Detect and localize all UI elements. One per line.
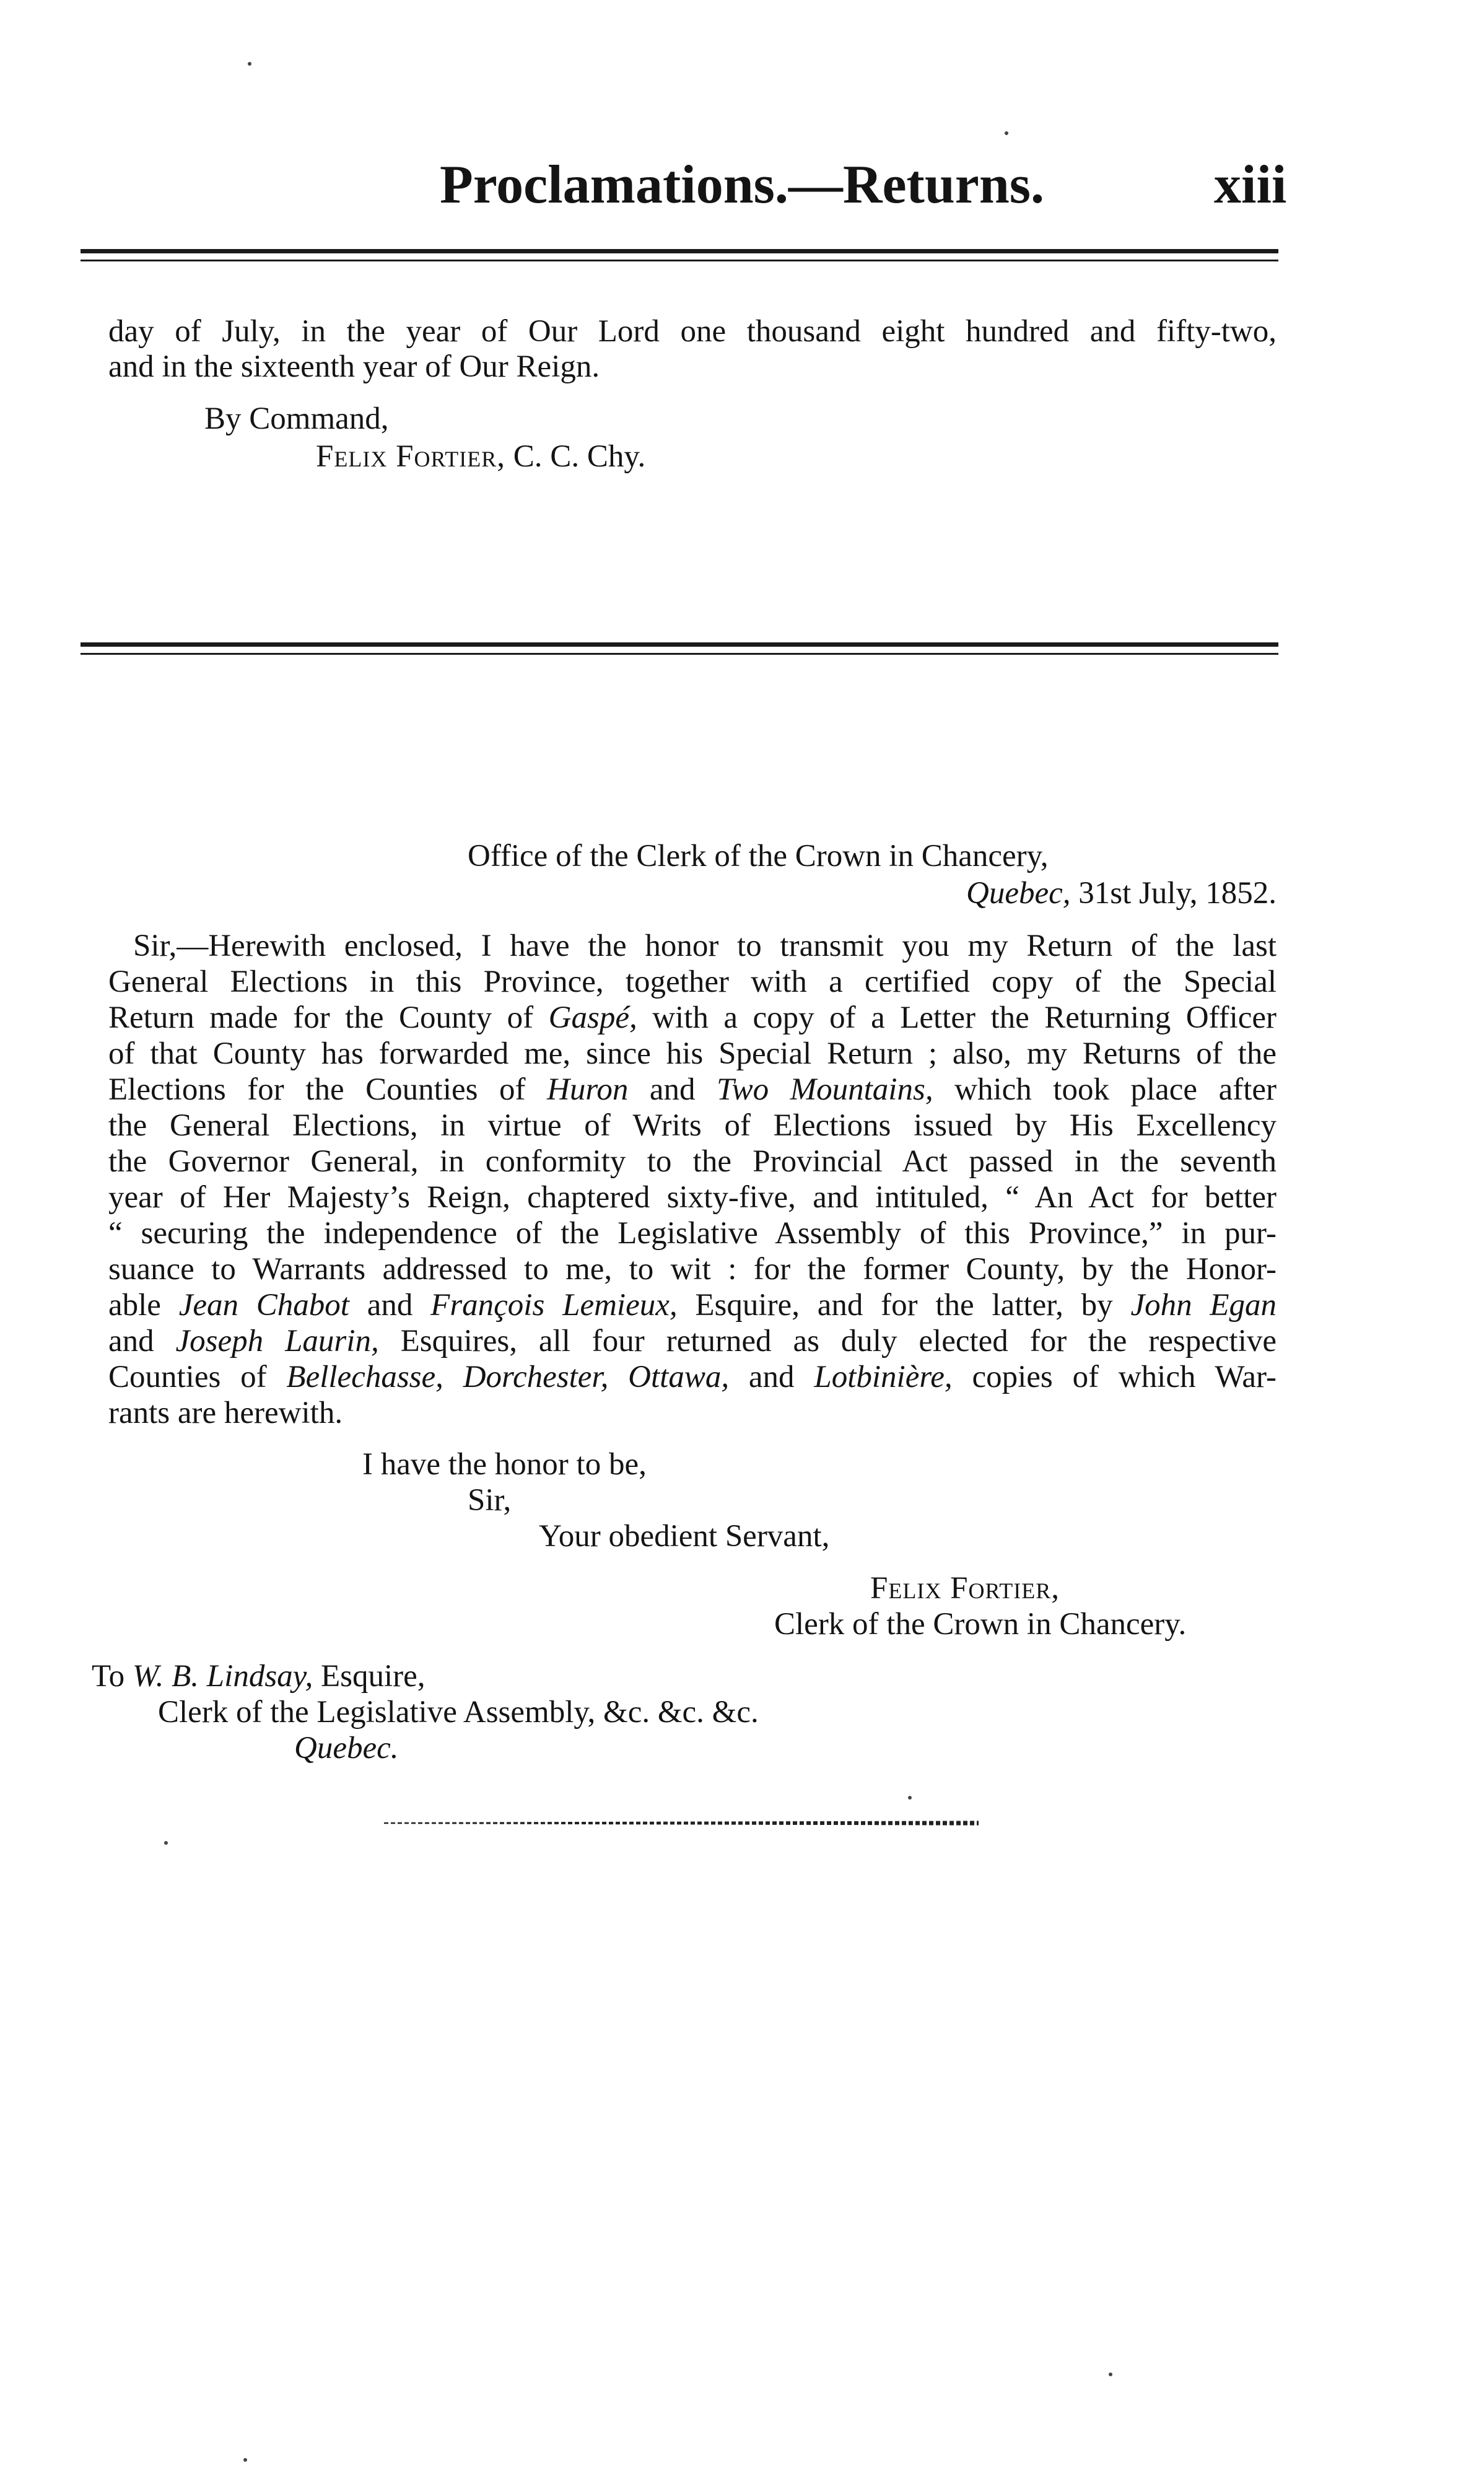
rule-thin [81,260,1278,261]
letter-place-date [966,875,1277,912]
addressee-title: Clerk of the Legislative Assembly, &c. &c. &c. [158,1695,759,1730]
scan-speck [908,1796,912,1800]
running-head: Proclamations.—Returns. [439,155,1045,215]
signatory-title: C. C. Chy. [513,439,646,474]
rule-thick [81,249,1278,253]
addressee-place: Quebec. [294,1731,399,1765]
letter-body-line: suance to Warrants addressed to me, to wit : for the former County, by the Honor- [108,1252,1277,1287]
signatory-name: Felix Fortier, [316,439,506,474]
proclamation-signature [316,438,645,475]
end-wavy-rule [384,1819,979,1827]
proclamation-line-1: day of July, in the year of Our Lord one thousand eight hundred and fifty-two, [108,314,1277,349]
header-double-rule [81,249,1278,265]
closing-line-1: I have the honor to be, [362,1447,647,1482]
closing-line-2: Sir, [468,1483,512,1518]
letter-body-line: Elections for the Counties of Huron and Two Mountains, which took place after [108,1072,1277,1107]
letter-body-line: the Governor General, in conformity to the Provincial Act passed in the seventh [108,1144,1277,1179]
signature-name: Felix Fortier, [870,1571,1060,1606]
section-double-rule [81,642,1278,658]
letter-office-line: Office of the Clerk of the Crown in Chancery, [468,839,1049,873]
letter-body-line: Counties of Bellechasse, Dorchester, Ottawa, and Lotbinière, copies of which War- [108,1360,1277,1394]
scan-speck [164,1841,168,1845]
letter-body-line: of that County has forwarded me, since his Special Return ; also, my Returns of the [108,1036,1277,1071]
signature-title: Clerk of the Crown in Chancery. [774,1607,1187,1642]
rule-thin [81,653,1278,655]
closing-line-3: Your obedient Servant, [539,1519,830,1554]
letter-body-line: year of Her Majesty’s Reign, chaptered sixty-five, and intituled, “ An Act for better [108,1180,1277,1215]
letter-body-line: “ securing the independence of the Legislative Assembly of this Province,” in pur- [108,1216,1277,1251]
addressee-esq: Esquire, [321,1659,426,1694]
scan-speck [243,2458,247,2462]
letter-body-line: Return made for the County of Gaspé, with a copy of a Letter the Returning Officer [108,1000,1277,1035]
page-number: xiii [1214,155,1287,215]
proclamation-line-2: and in the sixteenth year of Our Reign. [108,349,600,384]
letter-place: Quebec, [966,876,1071,911]
addressee-name: W. B. Lindsay, [132,1659,313,1694]
letter-body-line: the General Elections, in virtue of Writs of Elections issued by His Excellency [108,1108,1277,1143]
addressee-to: To [92,1659,125,1694]
letter-body-line: General Elections in this Province, together with a certified copy of the Special [108,965,1277,999]
rule-thick [81,642,1278,647]
by-command: By Command, [204,401,389,436]
scan-speck [1005,131,1008,135]
scan-speck [248,62,251,66]
letter-date: 31st July, 1852. [1078,876,1277,911]
letter-body-line: rants are herewith. [108,1396,343,1430]
scan-speck [1109,2373,1112,2376]
letter-body-line: Sir,—Herewith enclosed, I have the honor to transmit you my Return of the last [133,929,1277,963]
addressee-line-1 [92,1658,426,1695]
letter-body-line: able Jean Chabot and François Lemieux, Esquire, and for the latter, by John Egan [108,1288,1277,1323]
letter-body-line: and Joseph Laurin, Esquires, all four returned as duly elected for the respective [108,1324,1277,1358]
